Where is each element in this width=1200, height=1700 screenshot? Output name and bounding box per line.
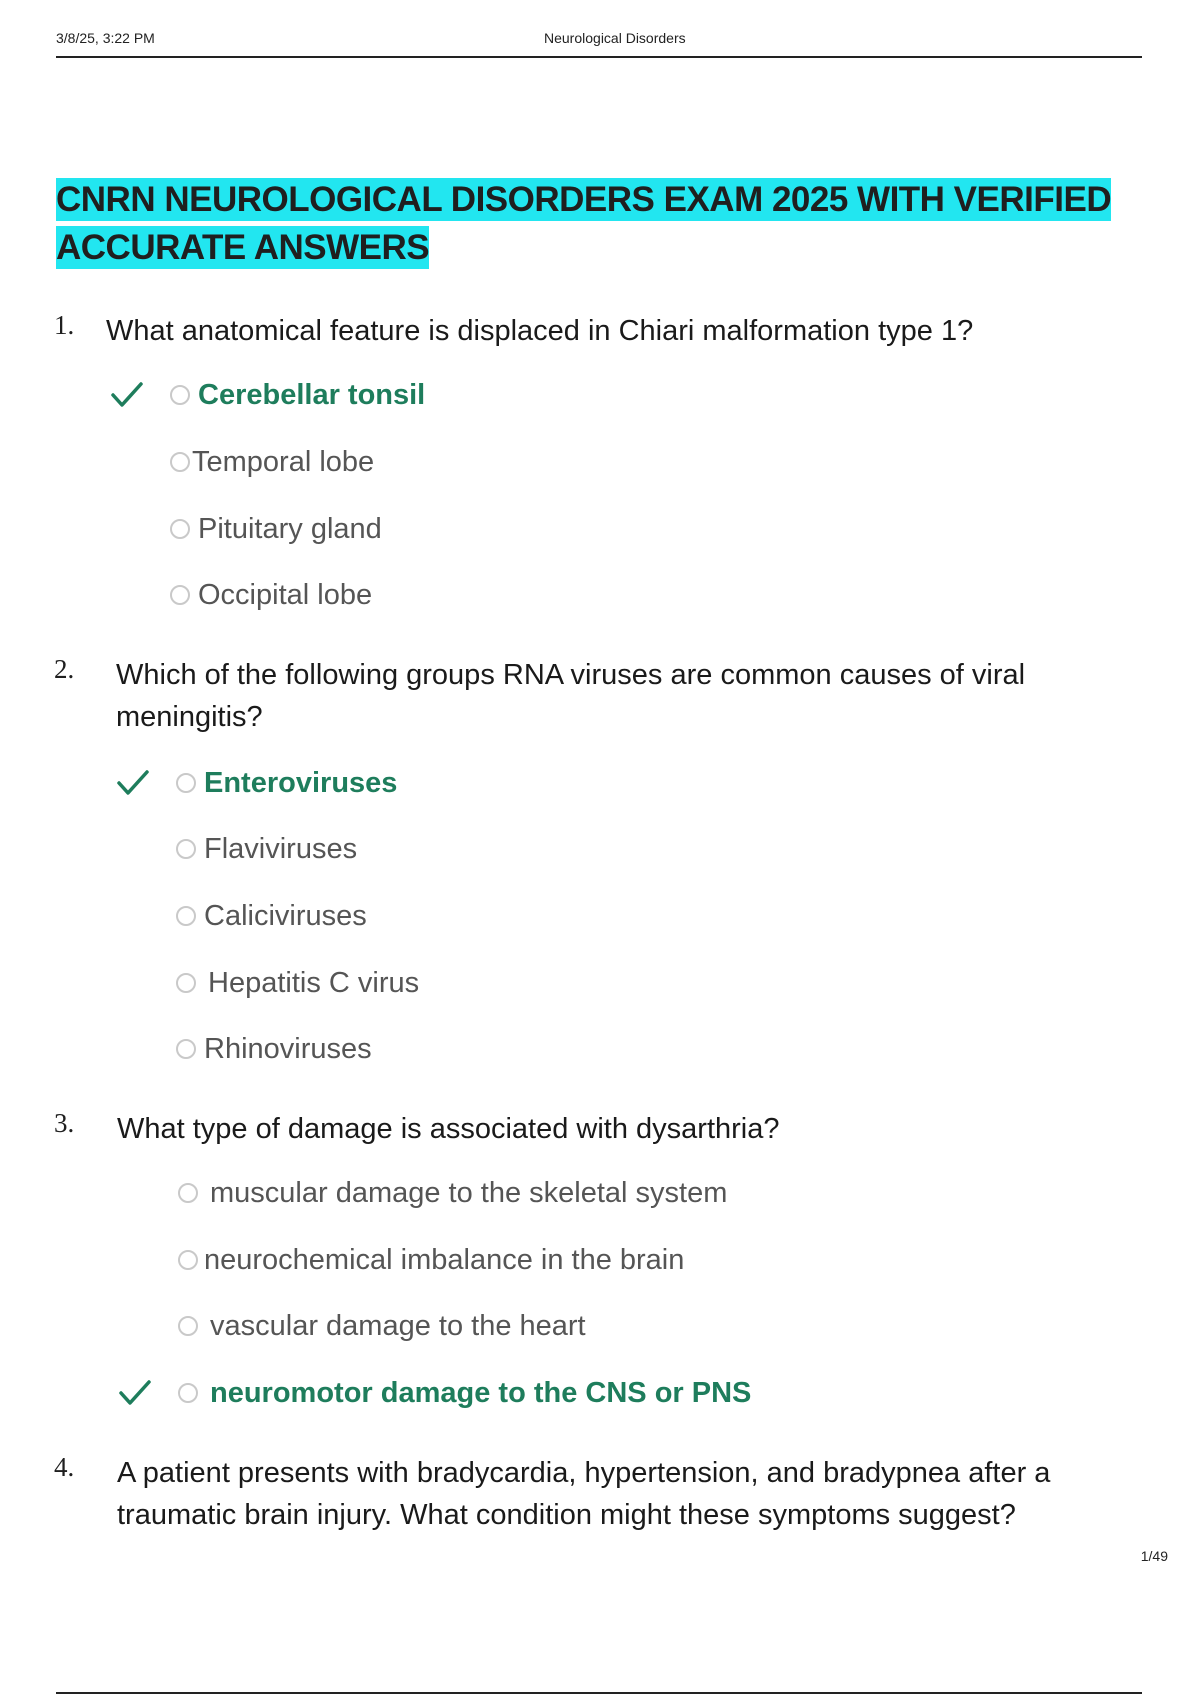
answer-option[interactable]: [178, 1306, 586, 1346]
answer-option[interactable]: [178, 1240, 684, 1280]
title-line-2: ACCURATE ANSWERS: [56, 228, 430, 267]
radio-icon[interactable]: [170, 385, 190, 405]
answer-option[interactable]: [170, 509, 382, 549]
option-label: Flaviviruses: [204, 832, 358, 865]
option-label: Pituitary gland: [198, 512, 382, 545]
document-title: Neurological Disorders: [544, 30, 686, 46]
option-label: Hepatitis C virus: [208, 966, 420, 999]
radio-icon[interactable]: [176, 906, 196, 926]
radio-icon[interactable]: [176, 773, 196, 793]
page-number: 1/49: [1140, 1548, 1168, 1564]
question-3: [54, 1108, 1114, 1158]
question-text: Which of the following groups RNA viruses are common causes of viral meningitis?: [116, 659, 1026, 733]
question-number: 1.: [54, 310, 75, 340]
question-text: A patient presents with bradycardia, hypertension, and bradypnea after a traumatic brain injury. What condition might these symptoms suggest?: [117, 1457, 1051, 1531]
page-header: [56, 30, 1142, 58]
option-label: Enteroviruses: [204, 766, 398, 799]
option-label: neurochemical imbalance in the brain: [204, 1243, 685, 1276]
answer-option[interactable]: [170, 575, 372, 615]
radio-icon[interactable]: [170, 585, 190, 605]
answer-option[interactable]: [178, 1373, 751, 1413]
radio-icon[interactable]: [178, 1250, 198, 1270]
question-text: What type of damage is associated with dysarthria?: [117, 1113, 780, 1145]
radio-icon[interactable]: [170, 519, 190, 539]
option-label: muscular damage to the skeletal system: [210, 1176, 728, 1209]
option-label: Cerebellar tonsil: [198, 378, 426, 411]
option-label: neuromotor damage to the CNS or PNS: [210, 1376, 752, 1409]
question-number: 4.: [54, 1452, 75, 1482]
question-number: 3.: [54, 1108, 75, 1138]
answer-option[interactable]: [176, 963, 419, 1003]
question-number: 2.: [54, 654, 75, 684]
check-icon: [118, 1376, 152, 1410]
question-4: [54, 1452, 1114, 1542]
answer-option[interactable]: [176, 829, 357, 869]
exam-title: [56, 176, 1186, 272]
radio-icon[interactable]: [178, 1383, 198, 1403]
option-label: vascular damage to the heart: [210, 1309, 586, 1342]
radio-icon[interactable]: [178, 1183, 198, 1203]
question-2: [54, 654, 1114, 744]
check-icon: [116, 766, 150, 800]
question-text: What anatomical feature is displaced in Chiari malformation type 1?: [106, 315, 974, 347]
option-label: Rhinoviruses: [204, 1032, 372, 1065]
radio-icon[interactable]: [170, 452, 190, 472]
answer-option[interactable]: [176, 896, 367, 936]
radio-icon[interactable]: [176, 839, 196, 859]
radio-icon[interactable]: [178, 1316, 198, 1336]
option-label: Caliciviruses: [204, 899, 367, 932]
answer-option[interactable]: [176, 1029, 372, 1069]
check-icon: [110, 378, 144, 412]
answer-option[interactable]: [170, 442, 374, 482]
option-label: Occipital lobe: [198, 578, 373, 611]
footer-divider: [56, 1692, 1142, 1694]
radio-icon[interactable]: [176, 1039, 196, 1059]
answer-option[interactable]: [176, 763, 397, 803]
answer-option[interactable]: [178, 1173, 727, 1213]
answer-option[interactable]: [170, 375, 425, 415]
option-label: Temporal lobe: [192, 445, 375, 478]
radio-icon[interactable]: [176, 973, 196, 993]
title-line-1: CNRN NEUROLOGICAL DISORDERS EXAM 2025 WITH VERIFIED: [56, 180, 1112, 219]
print-date: 3/8/25, 3:22 PM: [56, 30, 155, 46]
